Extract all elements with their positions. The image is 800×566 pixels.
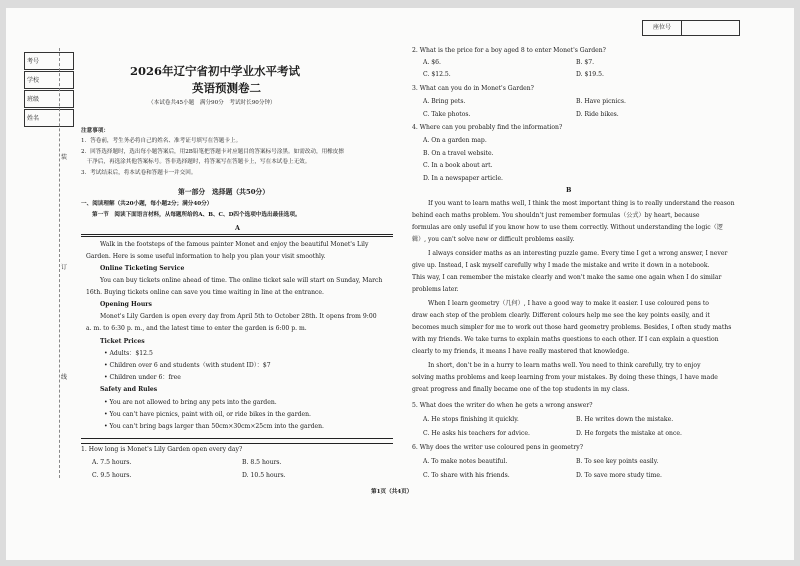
price-children-under-6: • Children under 6：free [104,374,181,381]
passage-b-p2-l3: This way, I can remember the mistake clearly and won't make the same one again when I do similar [412,274,722,281]
note-3: 3．考试结束后，将本试卷和答题卡一并交回。 [81,170,197,176]
q2-option-a: A. $6. [423,59,441,66]
seat-number-label: 座位号 [643,21,682,35]
note-1: 1．答卷前，考生务必将自己的姓名、准考证号填写在答题卡上。 [81,138,242,144]
passage-b-p4-l2: solving maths problems and keep learning from your mistakes. By doing these things, I have made [412,374,718,381]
rules-heading: Safety and Rules [100,386,158,393]
rule-3: • You can't bring bags larger than 50cm×30cm×25cm into the garden. [104,423,324,430]
price-adults: • Adults：$12.5 [104,350,153,357]
passage-b-label: B [566,186,572,194]
q6-option-c: C. To share with his friends. [423,472,510,479]
binding-line [59,48,60,478]
q6-option-b: B. To see key points easily. [576,458,659,465]
seat-number-box [642,20,740,36]
passage-b-p1-l3: formulas are only useful if you know how to use them correctly. Without understanding the logic（逻 [412,224,723,231]
q1-stem: 1. How long is Monet's Lily Garden open every day? [81,446,243,453]
q1-option-c: C. 9.5 hours. [92,472,132,479]
passage-a-intro-2: Garden. Here is some useful information to help you plan your visit smoothly. [86,253,326,260]
q6-option-a: A. To make notes beautiful. [423,458,508,465]
q4-option-a: A. On a garden map. [423,137,487,144]
q3-option-a: A. Bring pets. [423,98,466,105]
passage-b-p3-l1: When I learn geometry（几何）, I have a good way to make it easier. I use coloured pens to [428,300,709,307]
price-children-over-6: • Children over 6 and students（with student ID）：$7 [104,362,271,369]
page-footer: 第1页（共4页） [371,489,413,495]
q2-option-b: B. $7. [576,59,595,66]
q3-option-c: C. Take photos. [423,111,471,118]
passage-b-p3-l5: clearly to my friends, it means I have really mastered that knowledge. [412,348,630,355]
q5-option-a: A. He stops finishing it quickly. [423,416,519,423]
exam-info: （本试卷共45小题 满分90分 考试时长90分钟） [148,100,276,106]
side-field-school: 学校 [24,71,74,89]
q3-stem: 3. What can you do in Monet's Garden? [412,85,534,92]
q2-option-d: D. $19.5. [576,71,604,78]
hours-line-1: Monet's Lily Garden is open every day from April 5th to October 28th. It opens from 9:00 [100,313,377,320]
passage-b-p3-l4: with my friends. We take turns to explain maths questions to each other. If I can explain a question [412,336,719,343]
q6-stem: 6. Why does the writer use coloured pens in geometry? [412,444,583,451]
q5-stem: 5. What does the writer do when he gets a wrong answer? [412,402,593,409]
section-title: 一、阅读理解（共20小题，每小题2分；满分40分） [81,201,213,207]
q2-stem: 2. What is the price for a boy aged 8 to enter Monet's Garden? [412,47,606,54]
passage-b-p4-l3: great progress and finally became one of the top students in my class. [412,386,630,393]
side-field-exam-number: 考号 [24,52,74,70]
exam-subtitle: 英语预测卷二 [192,81,261,95]
binding-mark-3: 线 [61,374,68,381]
passage-b-p1-l4: 辑）, you can't solve new or difficult problems easily. [412,236,575,243]
note-2: 2．回答选择题时，选出每小题答案后，用2B铅笔把答题卡对应题目的答案标号涂黑。如需改动，用橡皮擦 [81,149,344,155]
notes-heading: 注意事项： [81,128,109,134]
side-field-name: 姓名 [24,109,74,127]
q5-option-c: C. He asks his teachers for advice. [423,430,530,437]
ticketing-heading: Online Ticketing Service [100,265,185,272]
passage-b-p1-l2: behind each maths problem. You shouldn't just remember formulas（公式）by heart, because [412,212,700,219]
binding-mark-1: 装 [61,154,68,161]
q4-stem: 4. Where can you probably find the information? [412,124,563,131]
passage-b-p1-l1: If you want to learn maths well, I think the most important thing is to really understand the reason [428,200,735,207]
q4-option-d: D. In a newspaper article. [423,175,503,182]
binding-mark-2: 订 [61,264,68,271]
side-field-class: 班级 [24,90,74,108]
part1-title: 第一部分 选择题（共50分） [178,188,270,196]
passage-b-p2-l4: problems later. [412,286,459,293]
passage-b-p3-l2: draw each step of the problem clearly. Different colours help me see the key points easily, and it [412,312,710,319]
hours-line-2: a. m. to 6:30 p. m., and the latest time to enter the garden is 6:00 p. m. [86,325,307,332]
section-instruction: 第一节 阅读下面语言材料，从每题所给的A、B、C、D四个选项中选出最佳选项。 [92,212,301,218]
passage-a-label: A [235,224,240,232]
passage-b-p2-l1: I always consider maths as an interesting puzzle game. Every time I get a wrong answer, I never [428,250,728,257]
q5-option-b: B. He writes down the mistake. [576,416,674,423]
q5-option-d: D. He forgets the mistake at once. [576,430,682,437]
passage-a-rule-bottom [81,438,393,440]
passage-a-rule-top [81,236,393,238]
q3-option-b: B. Have picnics. [576,98,626,105]
rule-1: • You are not allowed to bring any pets into the garden. [104,399,277,406]
hours-heading: Opening Hours [100,301,152,308]
q1-option-d: D. 10.5 hours. [242,472,286,479]
q3-option-d: D. Ride bikes. [576,111,619,118]
passage-b-p2-l2: give up. Instead, I ask myself carefully why I made the mistake and write it down in a notebook. [412,262,710,269]
passage-b-p4-l1: In short, don't be in a hurry to learn maths well. You need to think carefully, try to enjoy [428,362,701,369]
q4-option-c: C. In a book about art. [423,162,493,169]
note-2-cont: 干净后，再选涂其他答案标号。答非选择题时，将答案写在答题卡上，写在本试卷上无效。 [81,159,311,165]
rule-2: • You can't have picnics, paint with oil, or ride bikes in the garden. [104,411,311,418]
ticketing-line-2: 16th. Buying tickets online can save you time waiting in line at the entrance. [86,289,324,296]
q1-option-a: A. 7.5 hours. [92,459,132,466]
passage-a-intro-1: Walk in the footsteps of the famous painter Monet and enjoy the beautiful Monet's Lily [100,241,369,248]
q2-option-c: C. $12.5. [423,71,451,78]
passage-b-p3-l3: becomes much simpler for me to work out those hard geometry problems. Besides, I often study maths [412,324,732,331]
prices-heading: Ticket Prices [100,338,145,345]
q1-option-b: B. 8.5 hours. [242,459,282,466]
q4-option-b: B. On a travel website. [423,150,494,157]
ticketing-line-1: You can buy tickets online ahead of time. The online ticket sale will start on Sunday, March [100,277,383,284]
exam-title: 2026年辽宁省初中学业水平考试 [130,64,301,78]
q6-option-d: D. To save more study time. [576,472,662,479]
